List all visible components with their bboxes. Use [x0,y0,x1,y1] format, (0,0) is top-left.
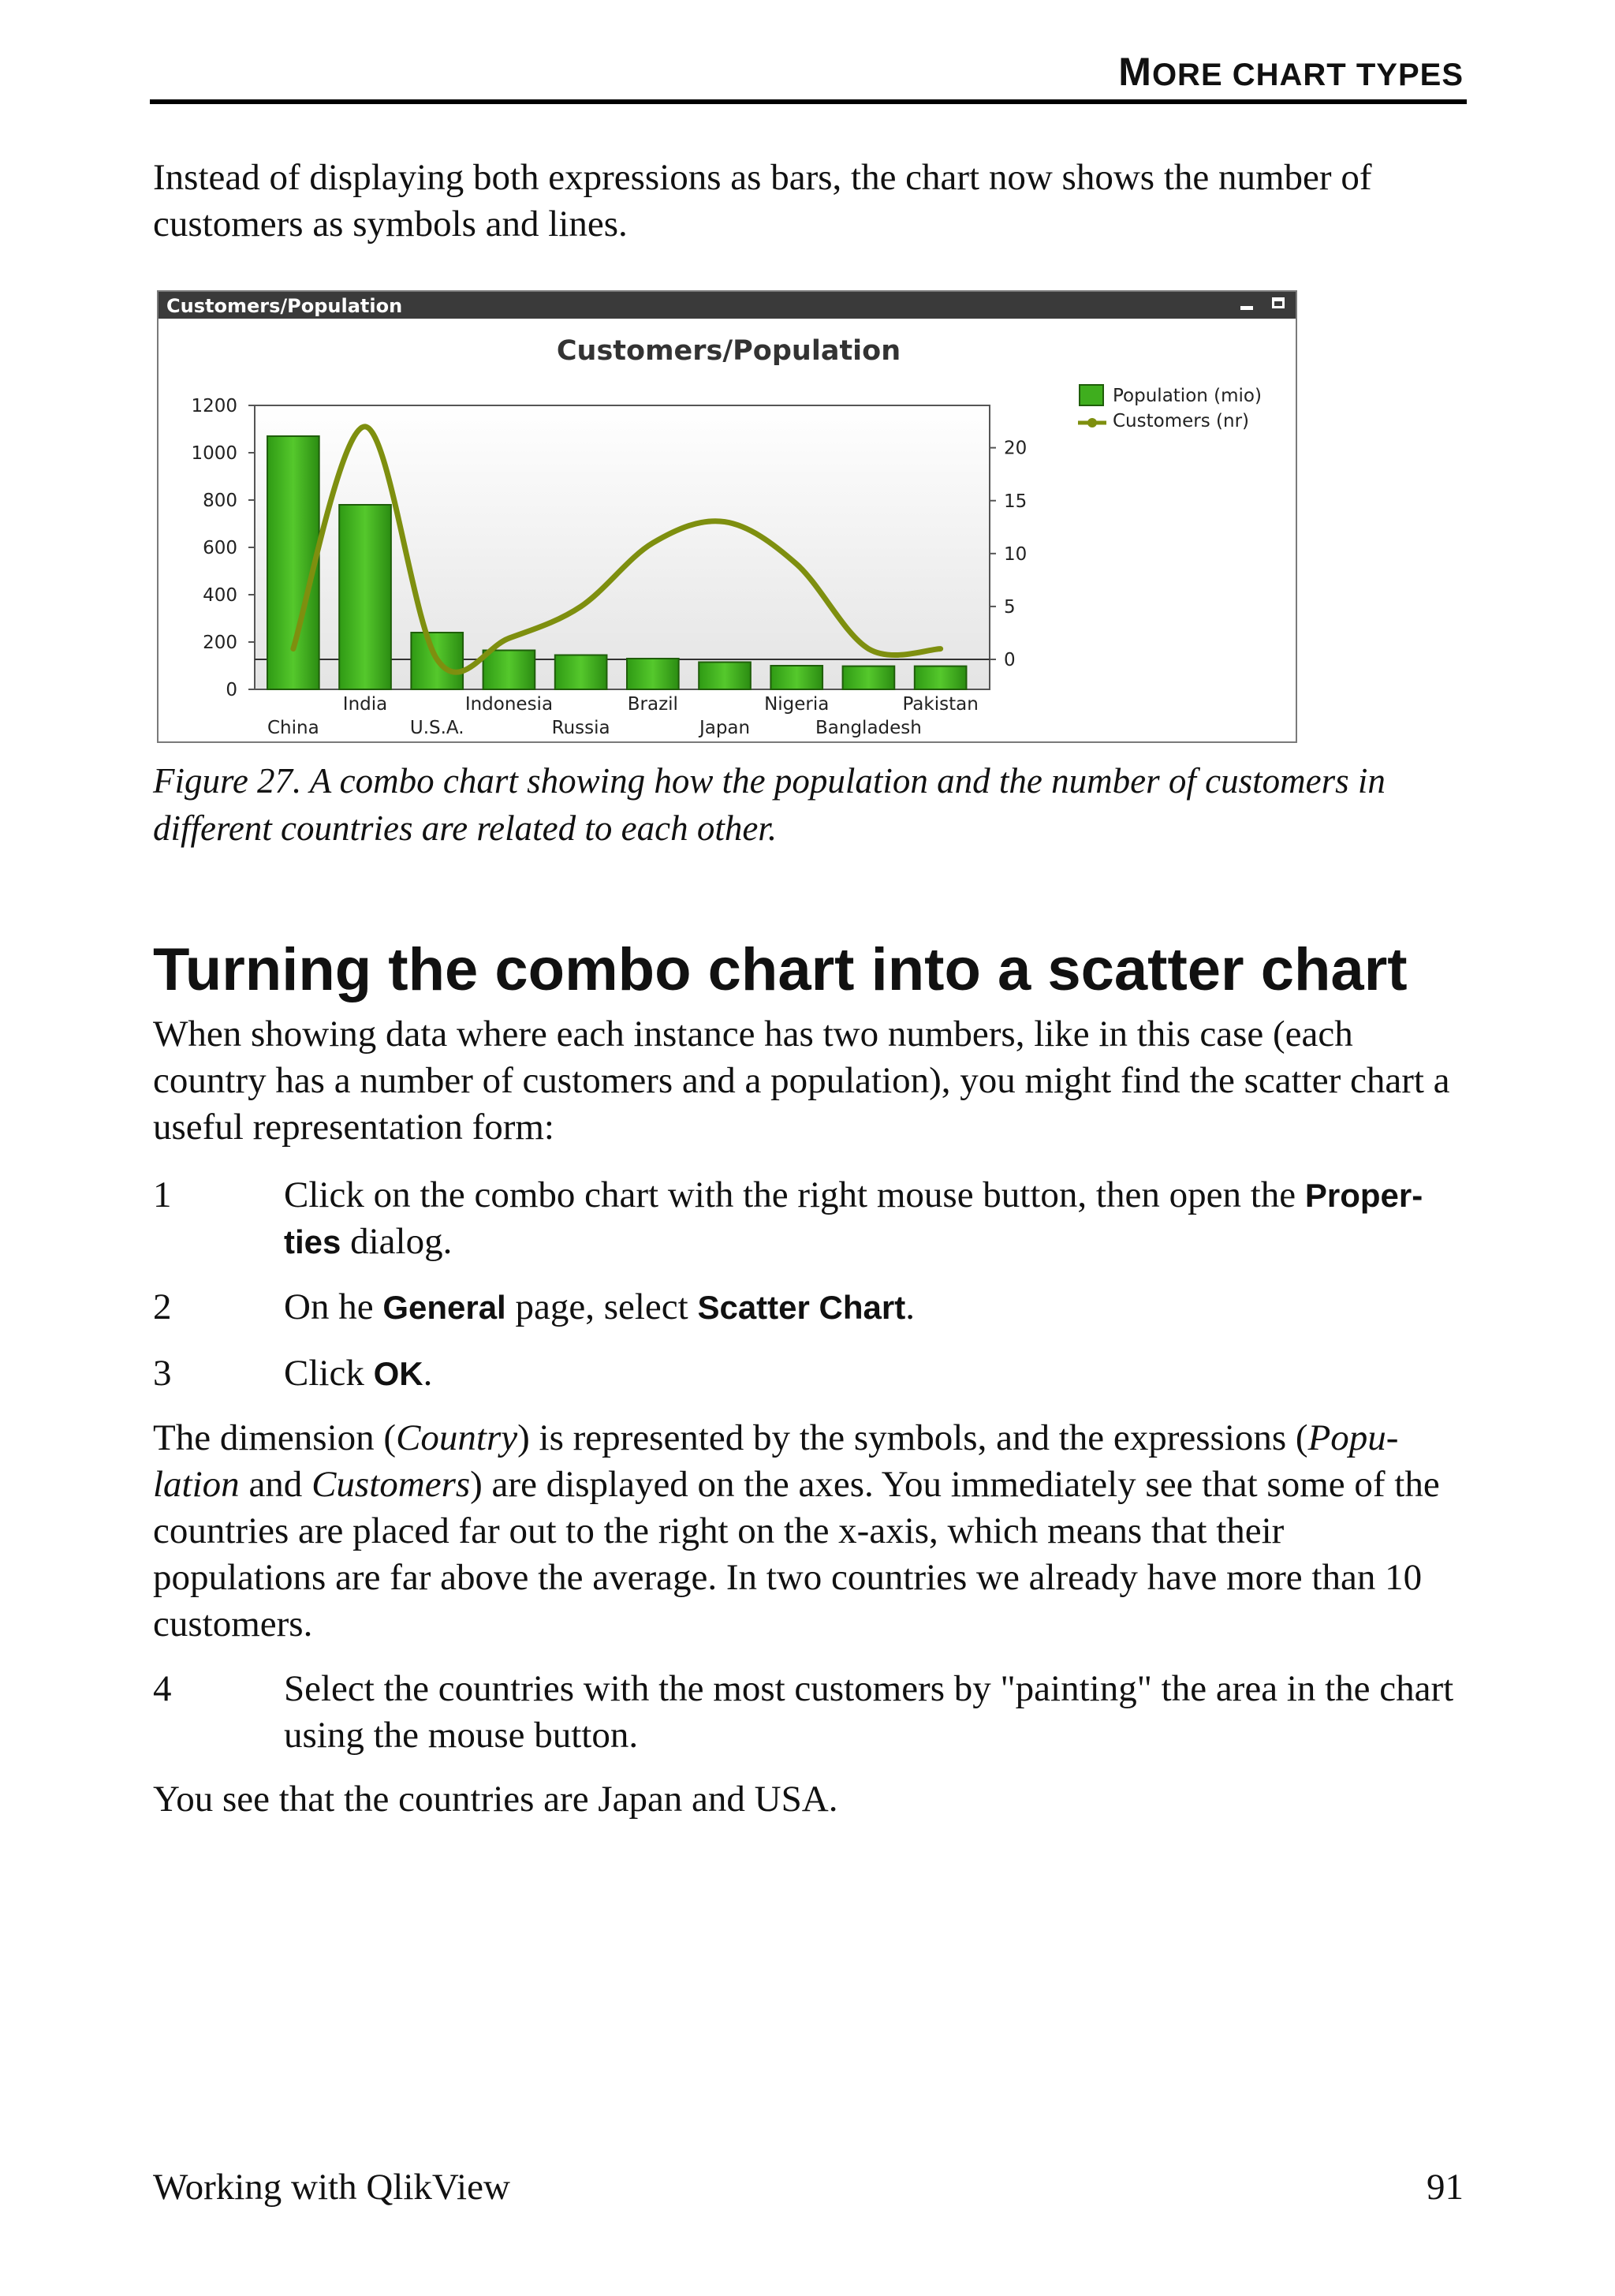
text-run: The dimension ( [153,1417,397,1458]
bar-nigeria [770,666,822,689]
term-population-cont: lation [153,1464,240,1505]
running-head [150,49,1464,95]
right-tick-label: 10 [1004,543,1028,565]
bar-india [339,505,391,689]
x-tick-label: Bangladesh [815,718,922,738]
bar-pakistan [915,666,967,689]
bar-bangladesh [843,666,895,689]
step-number: 3 [153,1353,172,1394]
x-tick-label: Indonesia [464,694,554,715]
running-head-first-word: ORE [1151,58,1223,92]
step-text-part: . [905,1286,915,1327]
step-text [284,1172,1467,1265]
x-tick-label: U.S.A. [409,718,464,738]
bar-indonesia [483,651,535,690]
step-number: 1 [153,1174,172,1215]
legend-label-population: Population (mio) [1113,386,1262,406]
minimize-icon[interactable] [1240,306,1253,310]
scatter-chart-label: Scatter Chart [697,1289,906,1326]
bar-brazil [627,659,679,689]
window-caption-text: Customers/Population [166,295,403,317]
step-text [284,1350,1467,1397]
bar-russia [555,655,607,690]
x-tick-label: Brazil [627,694,678,715]
step-text-part: Click on the combo chart with the right mouse button, then open the [284,1174,1305,1215]
step-text-part: On he [284,1286,383,1327]
legend-label-customers: Customers (nr) [1113,411,1249,431]
text-run: ) is represented by the symbols, and the expressions ( [517,1417,1308,1458]
combo-chart[interactable] [159,319,1296,741]
step-text-part: . [423,1353,433,1394]
right-axis [990,439,1027,670]
section-title: Turning the combo chart into a scatter chart [153,936,1408,1003]
left-axis [191,396,255,700]
step-text-part: dialog. [341,1221,453,1262]
step-number: 4 [153,1668,172,1709]
x-tick-label: Russia [551,718,610,738]
right-tick-label: 0 [1004,650,1016,670]
conclusion-paragraph: You see that the countries are Japan and USA. [153,1779,838,1820]
x-tick-label: Pakistan [902,694,979,715]
intro-paragraph: Instead of displaying both expressions as bars, the chart now shows the number of customers as symbols and lines. [153,157,1372,245]
header-rule [150,99,1467,104]
figure-caption: Figure 27. A combo chart showing how the population and the number of customers in different countries are related to each other. [153,761,1386,848]
chart-window[interactable] [157,290,1297,743]
left-tick-label: 200 [203,633,237,653]
general-page-label: General [382,1289,506,1326]
term-country: Country [396,1417,518,1458]
legend-bar-swatch [1080,385,1103,405]
footer-book-title: Working with QlikView [153,2167,510,2208]
bar-japan [699,663,751,690]
ok-label: OK [373,1355,423,1392]
right-tick-label: 20 [1004,438,1028,459]
window-caption-bar[interactable] [159,292,1296,319]
legend-line-marker [1087,418,1097,427]
chart-legend[interactable] [1078,385,1262,431]
term-customers: Customers [311,1464,471,1505]
left-tick-label: 800 [203,491,237,511]
left-tick-label: 0 [226,680,237,700]
x-tick-label: China [267,718,319,738]
chart-title: Customers/Population [556,335,901,367]
left-tick-label: 1200 [191,396,237,416]
dimension-paragraph [153,1415,1465,1648]
term-population: Popu- [1307,1417,1399,1458]
x-axis-labels [267,694,979,738]
right-tick-label: 5 [1004,596,1016,618]
text-run: ) are displayed on the axes. You immediately see that some of the countries are placed far out to the right on the x-axis, which means that their populations are far above the average. In two countries we already have more than 10 customers. [153,1464,1440,1645]
left-tick-label: 600 [203,538,237,558]
x-tick-label: India [342,694,388,715]
step-text-part: Click [284,1353,374,1394]
right-tick-label: 15 [1004,491,1028,512]
scatter-intro-paragraph: When showing data where each instance has two numbers, like in this case (each country has a number of customers and a population), you might find the scatter chart a useful representation form: [153,1014,1450,1148]
x-tick-label: Nigeria [764,694,830,715]
maximize-icon[interactable] [1272,297,1285,308]
properties-label-cont: ties [284,1223,341,1260]
page-number: 91 [1427,2167,1464,2208]
running-head-rest: CHART TYPES [1232,58,1464,92]
step-text [284,1284,1467,1331]
step-text: Select the countries with the most customers by "painting" the area in the chart using the mouse button. [284,1668,1454,1756]
running-head-initial: M [1118,50,1152,94]
step-text-part: page, select [505,1286,698,1327]
properties-label: Proper- [1304,1177,1423,1214]
step-number: 2 [153,1286,172,1327]
left-tick-label: 1000 [191,443,237,464]
left-tick-label: 400 [203,585,237,606]
text-run: and [239,1464,312,1505]
x-tick-label: Japan [699,718,751,738]
